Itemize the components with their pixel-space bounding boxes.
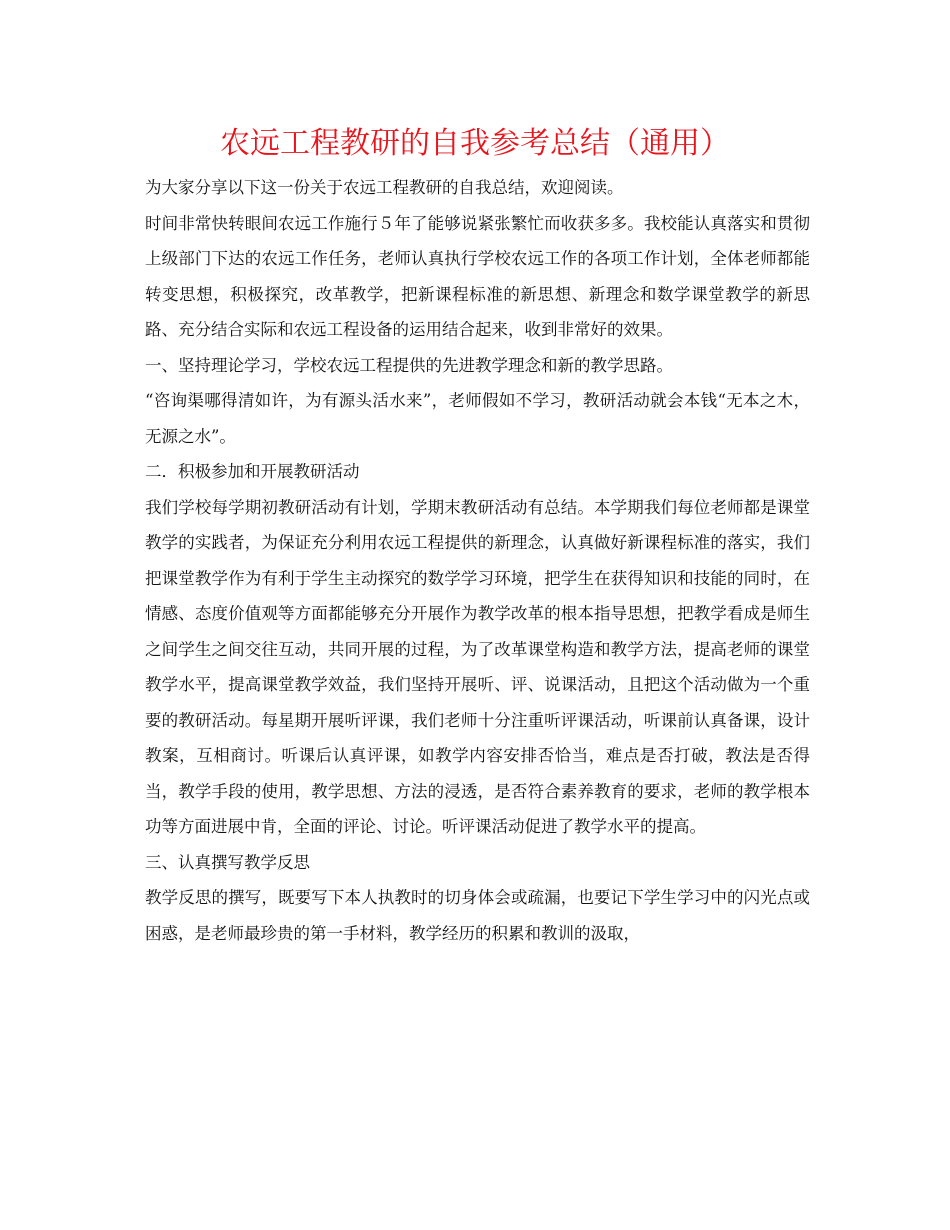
paragraph-teaching-activities: 我们学校每学期初教研活动有计划，学期末教研活动有总结。本学期我们每位老师都是课堂教学的实践者，为保证充分利用农远工程提供的新理念，认真做好新课程标准的落实，我们把课堂教学作为有利于学生主动探究的数学学习环境，把学生在获得知识和技能的同时，在情感、态度价值观等方面都能够充分开展作为教学改革的根本指导思想，把教学看成是师生之间学生之间交往互动，共同开展的过程，为了改革课堂构造和教学方法，提高老师的课堂教学水平，提高课堂教学效益，我们坚持开展听、评、说课活动，且把这个活动做为一个重要的教研活动。每星期开展听评课，我们老师十分注重听评课活动，听课前认真备课，设计教案，互相商讨。听课后认真评课，如教学内容安排否恰当，难点是否打破，教法是否得当，教学手段的使用，教学思想、方法的浸透，是否符合素养教育的要求，老师的教学根本功等方面进展中肯，全面的评论、讨论。听评课活动促进了教学水平的提高。 [145, 497, 810, 836]
paragraph-overview: 时间非常快转眼间农远工作施行５年了能够说紧张繁忙而收获多多。我校能认真落实和贯彻上级部门下达的农远工作任务，老师认真执行学校农远工作的各项工作计划，全体老师都能转变思想，积极探究，改革教学，把新课程标准的新思想、新理念和数学课堂教学的新思路、充分结合实际和农远工程设备的运用结合起来，收到非常好的效果。 [145, 213, 810, 339]
section-heading-1: 一、坚持理论学习，学校农远工程提供的先进教学理念和新的教学思路。 [145, 355, 673, 375]
document-title: 农远工程教研的自我参考总结（通用） [220, 126, 730, 161]
section-heading-2: 二．积极参加和开展教研活动 [145, 462, 360, 481]
paragraph-quote: “咨询渠哪得清如许，为有源头活水来”，老师假如不学习，教研活动就会本钱“无本之木，无源之水”。 [145, 391, 810, 446]
document-body [145, 170, 810, 951]
paragraph-reflection: 教学反思的撰写，既要写下本人执教时的切身体会或疏漏，也要记下学生学习中的闪光点或困惑，是老师最珍贵的第一手材料，教学经历的积累和教训的汲取， [145, 888, 810, 943]
paragraph-intro: 为大家分享以下这一份关于农远工程教研的自我总结，欢迎阅读。 [145, 178, 624, 197]
section-heading-3: 三、认真撰写教学反思 [145, 852, 310, 872]
